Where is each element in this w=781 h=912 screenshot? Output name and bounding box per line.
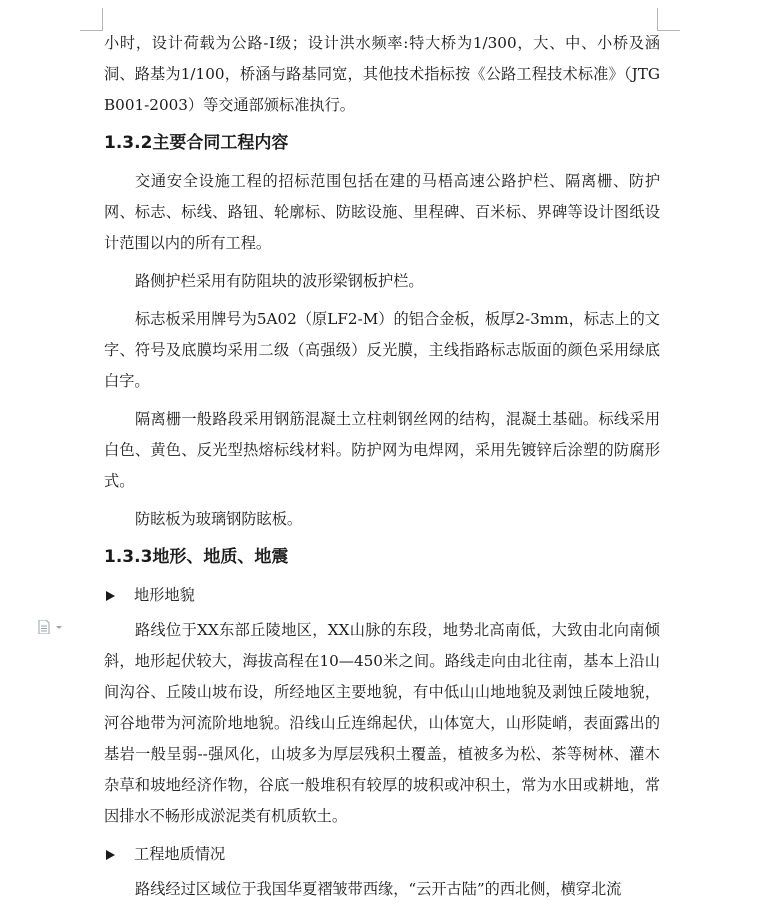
section-heading-1-3-2: 1.3.2主要合同工程内容 (104, 133, 289, 153)
crop-mark-top-left (80, 8, 103, 31)
arrow-bullet-icon (106, 591, 115, 601)
paragraph-geology: 路线经过区域位于我国华夏褶皱带西缘，“云开古陆”的西北侧，横穿北流 (135, 880, 622, 898)
bullet-item-geology (104, 839, 660, 870)
section-heading-1-3-3: 1.3.3地形、地质、地震 (104, 547, 289, 567)
paragraph-fence: 隔离栅一般路段采用钢筋混凝土立柱刺钢丝网的结构，混凝土基础。标线采用白色、黄色、反光型热熔标线材料。防护网为电焊网，采用先镀锌后涂塑的防腐形式。 (104, 410, 660, 490)
paragraph-terrain: 路线位于XX东部丘陵地区，XX山脉的东段，地势北高南低，大致由北向南倾斜，地形起伏较大，海拔高程在10—450米之间。路线走向由北往南，基本上沿山间沟谷、丘陵山坡布设，所经地区主要地貌，有中低山山地地貌及剥蚀丘陵地貌，河谷地带为河流阶地地貌。沿线山丘连绵起伏，山体宽大，山形陡峭，表面露出的基岩一般呈弱--强风化，山坡多为厚层残积土覆盖，植被多为松、茶等树林、灌木杂草和坡地经济作物，谷底一般堆积有较厚的坡积或冲积土，常为水田或耕地，常因排水不畅形成淤泥类有机质软土。 (104, 621, 660, 825)
document-icon[interactable] (38, 620, 64, 634)
bullet-label-geology: 工程地质情况 (134, 845, 226, 863)
document-body (104, 28, 660, 912)
bullet-item-terrain (104, 580, 660, 611)
paragraph-anti-glare: 防眩板为玻璃钢防眩板。 (135, 510, 303, 528)
bullet-label-terrain: 地形地貌 (134, 586, 195, 604)
crop-mark-top-right (657, 8, 680, 31)
paragraph-scope: 交通安全设施工程的招标范围包括在建的马梧高速公路护栏、隔离栅、防护网、标志、标线、路钮、轮廓标、防眩设施、里程碑、百米标、界碑等设计图纸设计范围以内的所有工程。 (104, 172, 660, 252)
arrow-bullet-icon (106, 850, 115, 860)
intro-paragraph: 小时，设计荷载为公路-Ⅰ级；设计洪水频率:特大桥为1/300，大、中、小桥及涵洞、路基为1/100，桥涵与路基同宽，其他技术指标按《公路工程技术标准》（JTG B001-2003）等交通部颁标准执行。 (104, 34, 660, 114)
paragraph-sign-board: 标志板采用牌号为5A02（原LF2-M）的铝合金板，板厚2-3mm，标志上的文字、符号及底膜均采用二级（高强级）反光膜，主线指路标志版面的颜色采用绿底白字。 (104, 310, 660, 390)
paragraph-guardrail: 路侧护栏采用有防阻块的波形梁钢板护栏。 (135, 272, 424, 290)
